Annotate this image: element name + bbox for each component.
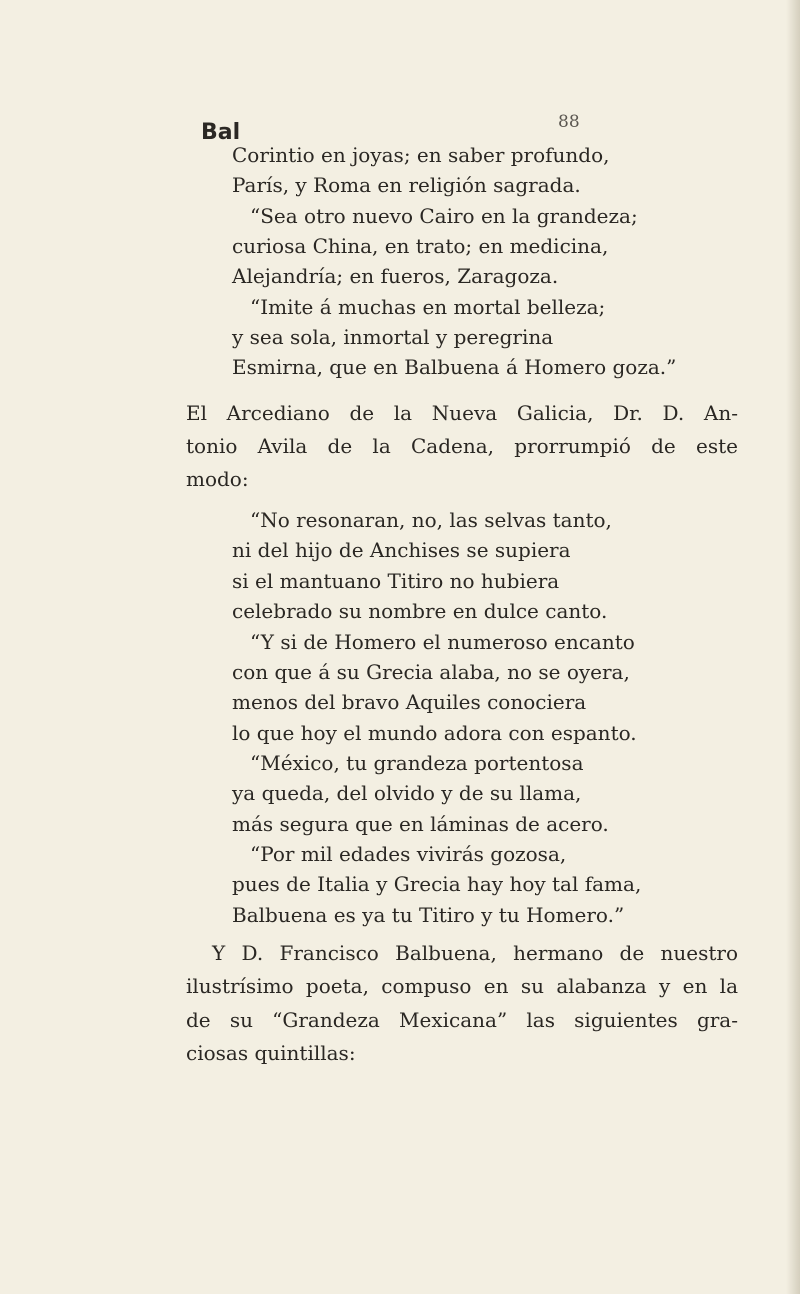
poem-line: “No resonaran, no, las selvas tanto, xyxy=(250,508,612,532)
poem-line: pues de Italia y Grecia hay hoy tal fama, xyxy=(232,872,642,896)
prose-line: ciosas quintillas: xyxy=(186,1041,356,1065)
poem-line: con que á su Grecia alaba, no se oyera, xyxy=(232,660,630,684)
poem-line: París, y Roma en religión sagrada. xyxy=(232,173,581,197)
poem-line: Esmirna, que en Balbuena á Homero goza.” xyxy=(232,355,677,379)
poem-line: menos del bravo Aquiles conociera xyxy=(232,690,587,714)
poem-line: y sea sola, inmortal y peregrina xyxy=(232,325,554,349)
page-edge-shadow xyxy=(786,0,800,1294)
poem-line: “Y si de Homero el numeroso encanto xyxy=(250,630,635,654)
poem-line: celebrado su nombre en dulce canto. xyxy=(232,599,608,623)
poem-line: más segura que en láminas de acero. xyxy=(232,812,609,836)
prose-line: de su “Grandeza Mexicana” las siguientes gra- xyxy=(186,1008,738,1032)
poem-line: “Sea otro nuevo Cairo en la grandeza; xyxy=(250,204,638,228)
poem-line: “Por mil edades vivirás gozosa, xyxy=(250,842,567,866)
page-number: 88 xyxy=(558,112,580,132)
poem-line: lo que hoy el mundo adora con espanto. xyxy=(232,721,637,745)
prose-line: El Arcediano de la Nueva Galicia, Dr. D. An- xyxy=(186,401,738,425)
prose-line: Y D. Francisco Balbuena, hermano de nuestro xyxy=(212,941,738,965)
prose-line: modo: xyxy=(186,467,249,491)
poem-line: Balbuena es ya tu Titiro y tu Homero.” xyxy=(232,903,625,927)
poem-line: si el mantuano Titiro no hubiera xyxy=(232,569,560,593)
poem-line: ya queda, del olvido y de su llama, xyxy=(232,781,582,805)
poem-line: “México, tu grandeza portentosa xyxy=(250,751,584,775)
poem-line: curiosa China, en trato; en medicina, xyxy=(232,234,609,258)
prose-line: tonio Avila de la Cadena, prorrumpió de este xyxy=(186,434,738,458)
poem-line: Alejandría; en fueros, Zaragoza. xyxy=(232,264,559,288)
poem-line: Corintio en joyas; en saber profundo, xyxy=(232,143,610,167)
section-header: Bal xyxy=(201,120,241,145)
poem-line: “Imite á muchas en mortal belleza; xyxy=(250,295,606,319)
prose-line: ilustrísimo poeta, compuso en su alabanza y en la xyxy=(186,974,738,998)
poem-line: ni del hijo de Anchises se supiera xyxy=(232,538,571,562)
